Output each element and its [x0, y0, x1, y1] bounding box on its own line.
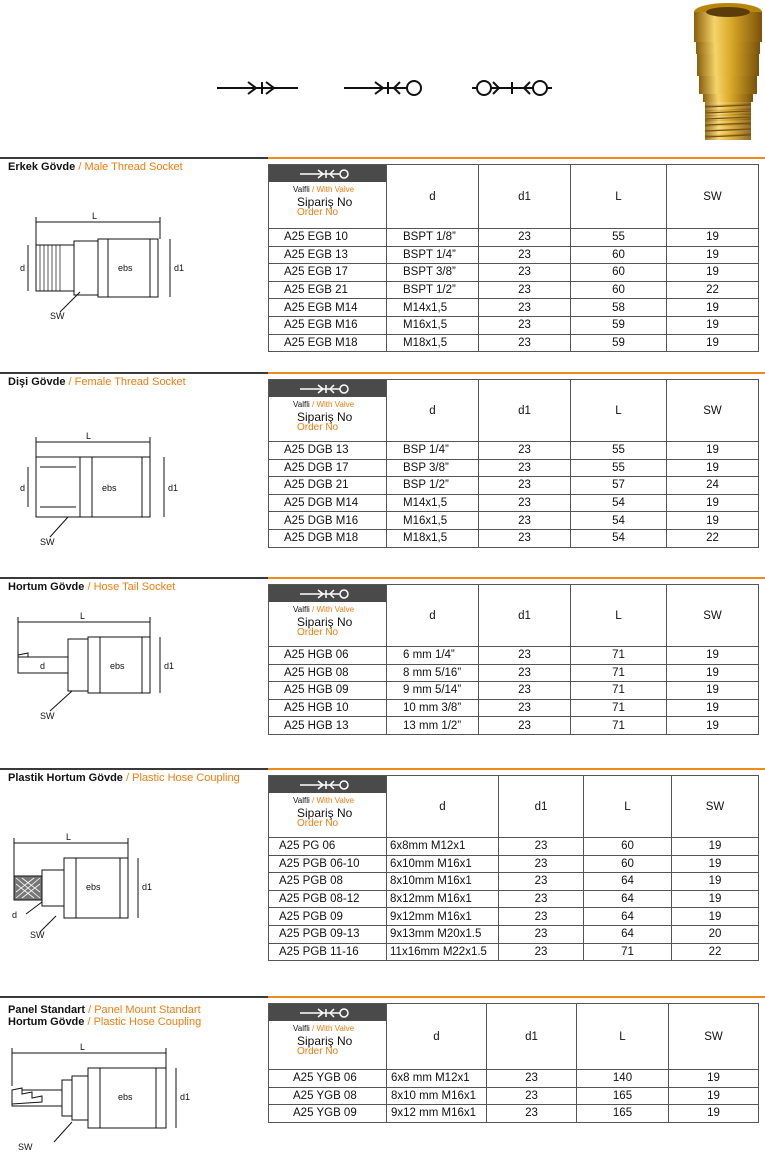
- col-L: L: [577, 1004, 669, 1070]
- section-title: [8, 376, 186, 388]
- col-d: d: [387, 1004, 487, 1070]
- col-d1: d1: [487, 1004, 577, 1070]
- section-panel-mount-standart: [0, 996, 765, 1152]
- male-socket-table: [268, 164, 759, 352]
- order-label: Order No: [297, 627, 339, 638]
- table-row: A25 PG 06 6x8mm M12x1 23 60 19: [269, 838, 759, 856]
- section-title: [8, 581, 175, 593]
- brand-mark: ebs: [86, 882, 101, 892]
- valve-symbol-band: [269, 380, 386, 397]
- dim-SW: SW: [50, 311, 65, 321]
- valve-to-valve-symbol: [472, 81, 552, 95]
- table-row: A25 EGB 13 BSPT 1/4” 23 60 19: [269, 246, 759, 264]
- order-label: Order No: [297, 1046, 339, 1057]
- section-rule: [0, 157, 765, 159]
- panel-mount-table: [268, 1003, 759, 1123]
- dim-d1: d1: [164, 661, 175, 671]
- dim-d1: d1: [168, 483, 179, 493]
- section-male-thread-socket: [0, 157, 765, 357]
- dim-L: L: [80, 1042, 86, 1052]
- plastic-hose-coupling-drawing: [0, 828, 200, 943]
- order-label: Order No: [297, 422, 339, 433]
- valve-label: Valfli / With Valve: [293, 796, 355, 805]
- siparis-label: Sipariş No: [297, 1034, 353, 1048]
- siparis-label: Sipariş No: [297, 615, 353, 629]
- order-label: Order No: [297, 207, 339, 218]
- table-row: A25 EGB 21 BSPT 1/2” 23 60 22: [269, 281, 759, 299]
- valve-symbol-band: [269, 585, 386, 602]
- panel-mount-drawing: [0, 1038, 200, 1152]
- section-title: [8, 1004, 201, 1028]
- order-no-header: [269, 1004, 387, 1070]
- dim-d: d: [12, 910, 18, 920]
- plug-to-plug-symbol: [217, 82, 298, 94]
- table-row: A25 HGB 08 8 mm 5/16” 23 71 19: [269, 664, 759, 682]
- section-rule: [0, 768, 765, 770]
- dim-L: L: [80, 611, 86, 621]
- valve-label: Valfli / With Valve: [293, 1024, 355, 1033]
- table-row: A25 EGB 17 BSPT 3/8” 23 60 19: [269, 264, 759, 282]
- col-d1: d1: [479, 585, 571, 647]
- plug-to-valve-icon: [298, 588, 358, 600]
- product-photo: [683, 0, 765, 150]
- section-title-en: Panel Mount Standart: [94, 1004, 201, 1016]
- table-row: A25 DGB M16 M16x1,5 23 54 19: [269, 512, 759, 530]
- male-socket-drawing: [0, 207, 200, 327]
- title-separator: /: [125, 772, 130, 784]
- col-d1: d1: [479, 380, 571, 442]
- title-separator: /: [87, 1016, 91, 1028]
- table-row: A25 HGB 10 10 mm 3/8” 23 71 19: [269, 699, 759, 717]
- col-SW: SW: [667, 585, 759, 647]
- section-rule: [0, 577, 765, 579]
- title-separator: /: [88, 1004, 92, 1016]
- table-row: A25 YGB 06 6x8 mm M12x1 23 140 19: [269, 1070, 759, 1088]
- section-title-tr: Dişi Gövde: [8, 376, 66, 388]
- col-d: d: [387, 380, 479, 442]
- dim-L: L: [66, 832, 72, 842]
- table-row: A25 PGB 09 9x12mm M16x1 23 64 19: [269, 908, 759, 926]
- dim-L: L: [86, 431, 92, 441]
- table-row: A25 EGB M14 M14x1,5 23 58 19: [269, 299, 759, 317]
- section-title-tr: Plastik Hortum Gövde: [8, 772, 123, 784]
- table-row: A25 YGB 09 9x12 mm M16x1 23 165 19: [269, 1105, 759, 1123]
- table-row: A25 DGB 17 BSP 3/8” 23 55 19: [269, 459, 759, 477]
- siparis-label: Sipariş No: [297, 195, 353, 209]
- table-row: A25 EGB M16 M16x1,5 23 59 19: [269, 316, 759, 334]
- valve-symbol-band: [269, 165, 386, 182]
- valve-symbol-band: [269, 776, 386, 793]
- dim-d1: d1: [180, 1092, 191, 1102]
- table-row: A25 PGB 09-13 9x13mm M20x1.5 23 64 20: [269, 925, 759, 943]
- valve-symbol-band: [269, 1004, 386, 1021]
- section-title-en: Male Thread Socket: [84, 161, 183, 173]
- col-L: L: [571, 165, 667, 229]
- section-plastic-hose-coupling: [0, 768, 765, 973]
- title-separator: /: [68, 376, 72, 388]
- plug-to-valve-icon: [298, 168, 358, 180]
- table-row: A25 YGB 08 8x10 mm M16x1 23 165 19: [269, 1087, 759, 1105]
- section-title-tr: Panel Standart: [8, 1004, 86, 1016]
- col-SW: SW: [672, 776, 759, 838]
- dim-SW: SW: [40, 711, 55, 721]
- section-hose-tail-socket: [0, 577, 765, 752]
- dim-SW: SW: [18, 1142, 33, 1152]
- table-row: A25 DGB M14 M14x1,5 23 54 19: [269, 494, 759, 512]
- table-row: A25 DGB 13 BSP 1/4” 23 55 19: [269, 442, 759, 460]
- coupling-symbols: [0, 70, 765, 110]
- title-separator: /: [87, 581, 91, 593]
- plug-to-valve-symbol: [344, 81, 421, 95]
- valve-label: Valfli / With Valve: [293, 605, 355, 614]
- hose-tail-socket-drawing: [0, 607, 200, 727]
- dim-d: d: [20, 263, 26, 273]
- table-row: A25 DGB M18 M18x1,5 23 54 22: [269, 529, 759, 547]
- col-d1: d1: [479, 165, 571, 229]
- order-no-header: [269, 165, 387, 229]
- table-row: A25 EGB M18 M18x1,5 23 59 19: [269, 334, 759, 352]
- order-no-header: [269, 585, 387, 647]
- table-row: A25 HGB 06 6 mm 1/4” 23 71 19: [269, 647, 759, 665]
- female-socket-table: [268, 379, 759, 548]
- section-title-en2: Plastic Hose Coupling: [93, 1016, 202, 1028]
- brand-mark: ebs: [118, 1092, 133, 1102]
- order-no-header: [269, 380, 387, 442]
- col-L: L: [571, 380, 667, 442]
- plug-to-valve-icon: [298, 1007, 358, 1019]
- valve-label: Valfli / With Valve: [293, 185, 355, 194]
- plug-to-valve-icon: [298, 779, 358, 791]
- section-title-tr: Erkek Gövde: [8, 161, 76, 173]
- section-title-tr: Hortum Gövde: [8, 581, 85, 593]
- section-title-en: Hose Tail Socket: [93, 581, 176, 593]
- table-row: A25 PGB 08 8x10mm M16x1 23 64 19: [269, 873, 759, 891]
- section-title-tr2: Hortum Gövde: [8, 1016, 85, 1028]
- col-d: d: [387, 165, 479, 229]
- dim-d: d: [20, 483, 26, 493]
- brand-mark: ebs: [118, 263, 133, 273]
- table-row: A25 HGB 13 13 mm 1/2” 23 71 19: [269, 717, 759, 735]
- col-d1: d1: [499, 776, 584, 838]
- dim-SW: SW: [40, 537, 55, 547]
- table-row: A25 PGB 11-16 11x16mm M22x1.5 23 71 22: [269, 943, 759, 961]
- hose-tail-socket-table: [268, 584, 759, 735]
- title-separator: /: [78, 161, 82, 173]
- section-title: [8, 161, 183, 173]
- dim-d1: d1: [174, 263, 185, 273]
- col-SW: SW: [669, 1004, 759, 1070]
- col-L: L: [571, 585, 667, 647]
- siparis-label: Sipariş No: [297, 806, 353, 820]
- section-title-en: Female Thread Socket: [74, 376, 186, 388]
- section-rule: [0, 996, 765, 998]
- order-no-header: [269, 776, 387, 838]
- col-d: d: [387, 776, 499, 838]
- dim-d: d: [40, 661, 46, 671]
- section-title: [8, 772, 240, 784]
- dim-SW: SW: [30, 930, 45, 940]
- female-socket-drawing: [0, 427, 200, 547]
- brand-mark: ebs: [110, 661, 125, 671]
- brand-mark: ebs: [102, 483, 117, 493]
- table-row: A25 EGB 10 BSPT 1/8” 23 55 19: [269, 229, 759, 247]
- table-row: A25 HGB 09 9 mm 5/14” 23 71 19: [269, 682, 759, 700]
- section-rule: [0, 372, 765, 374]
- dim-d1: d1: [142, 882, 153, 892]
- section-female-thread-socket: [0, 372, 765, 562]
- plastic-hose-coupling-table: [268, 775, 759, 961]
- col-d: d: [387, 585, 479, 647]
- plug-to-valve-icon: [298, 383, 358, 395]
- order-label: Order No: [297, 818, 339, 829]
- table-row: A25 PGB 06-10 6x10mm M16x1 23 60 19: [269, 855, 759, 873]
- section-title-en: Plastic Hose Coupling: [132, 772, 240, 784]
- col-SW: SW: [667, 165, 759, 229]
- table-row: A25 DGB 21 BSP 1/2” 23 57 24: [269, 477, 759, 495]
- col-SW: SW: [667, 380, 759, 442]
- table-row: A25 PGB 08-12 8x12mm M16x1 23 64 19: [269, 890, 759, 908]
- siparis-label: Sipariş No: [297, 410, 353, 424]
- col-L: L: [584, 776, 672, 838]
- dim-L: L: [92, 211, 98, 221]
- valve-label: Valfli / With Valve: [293, 400, 355, 409]
